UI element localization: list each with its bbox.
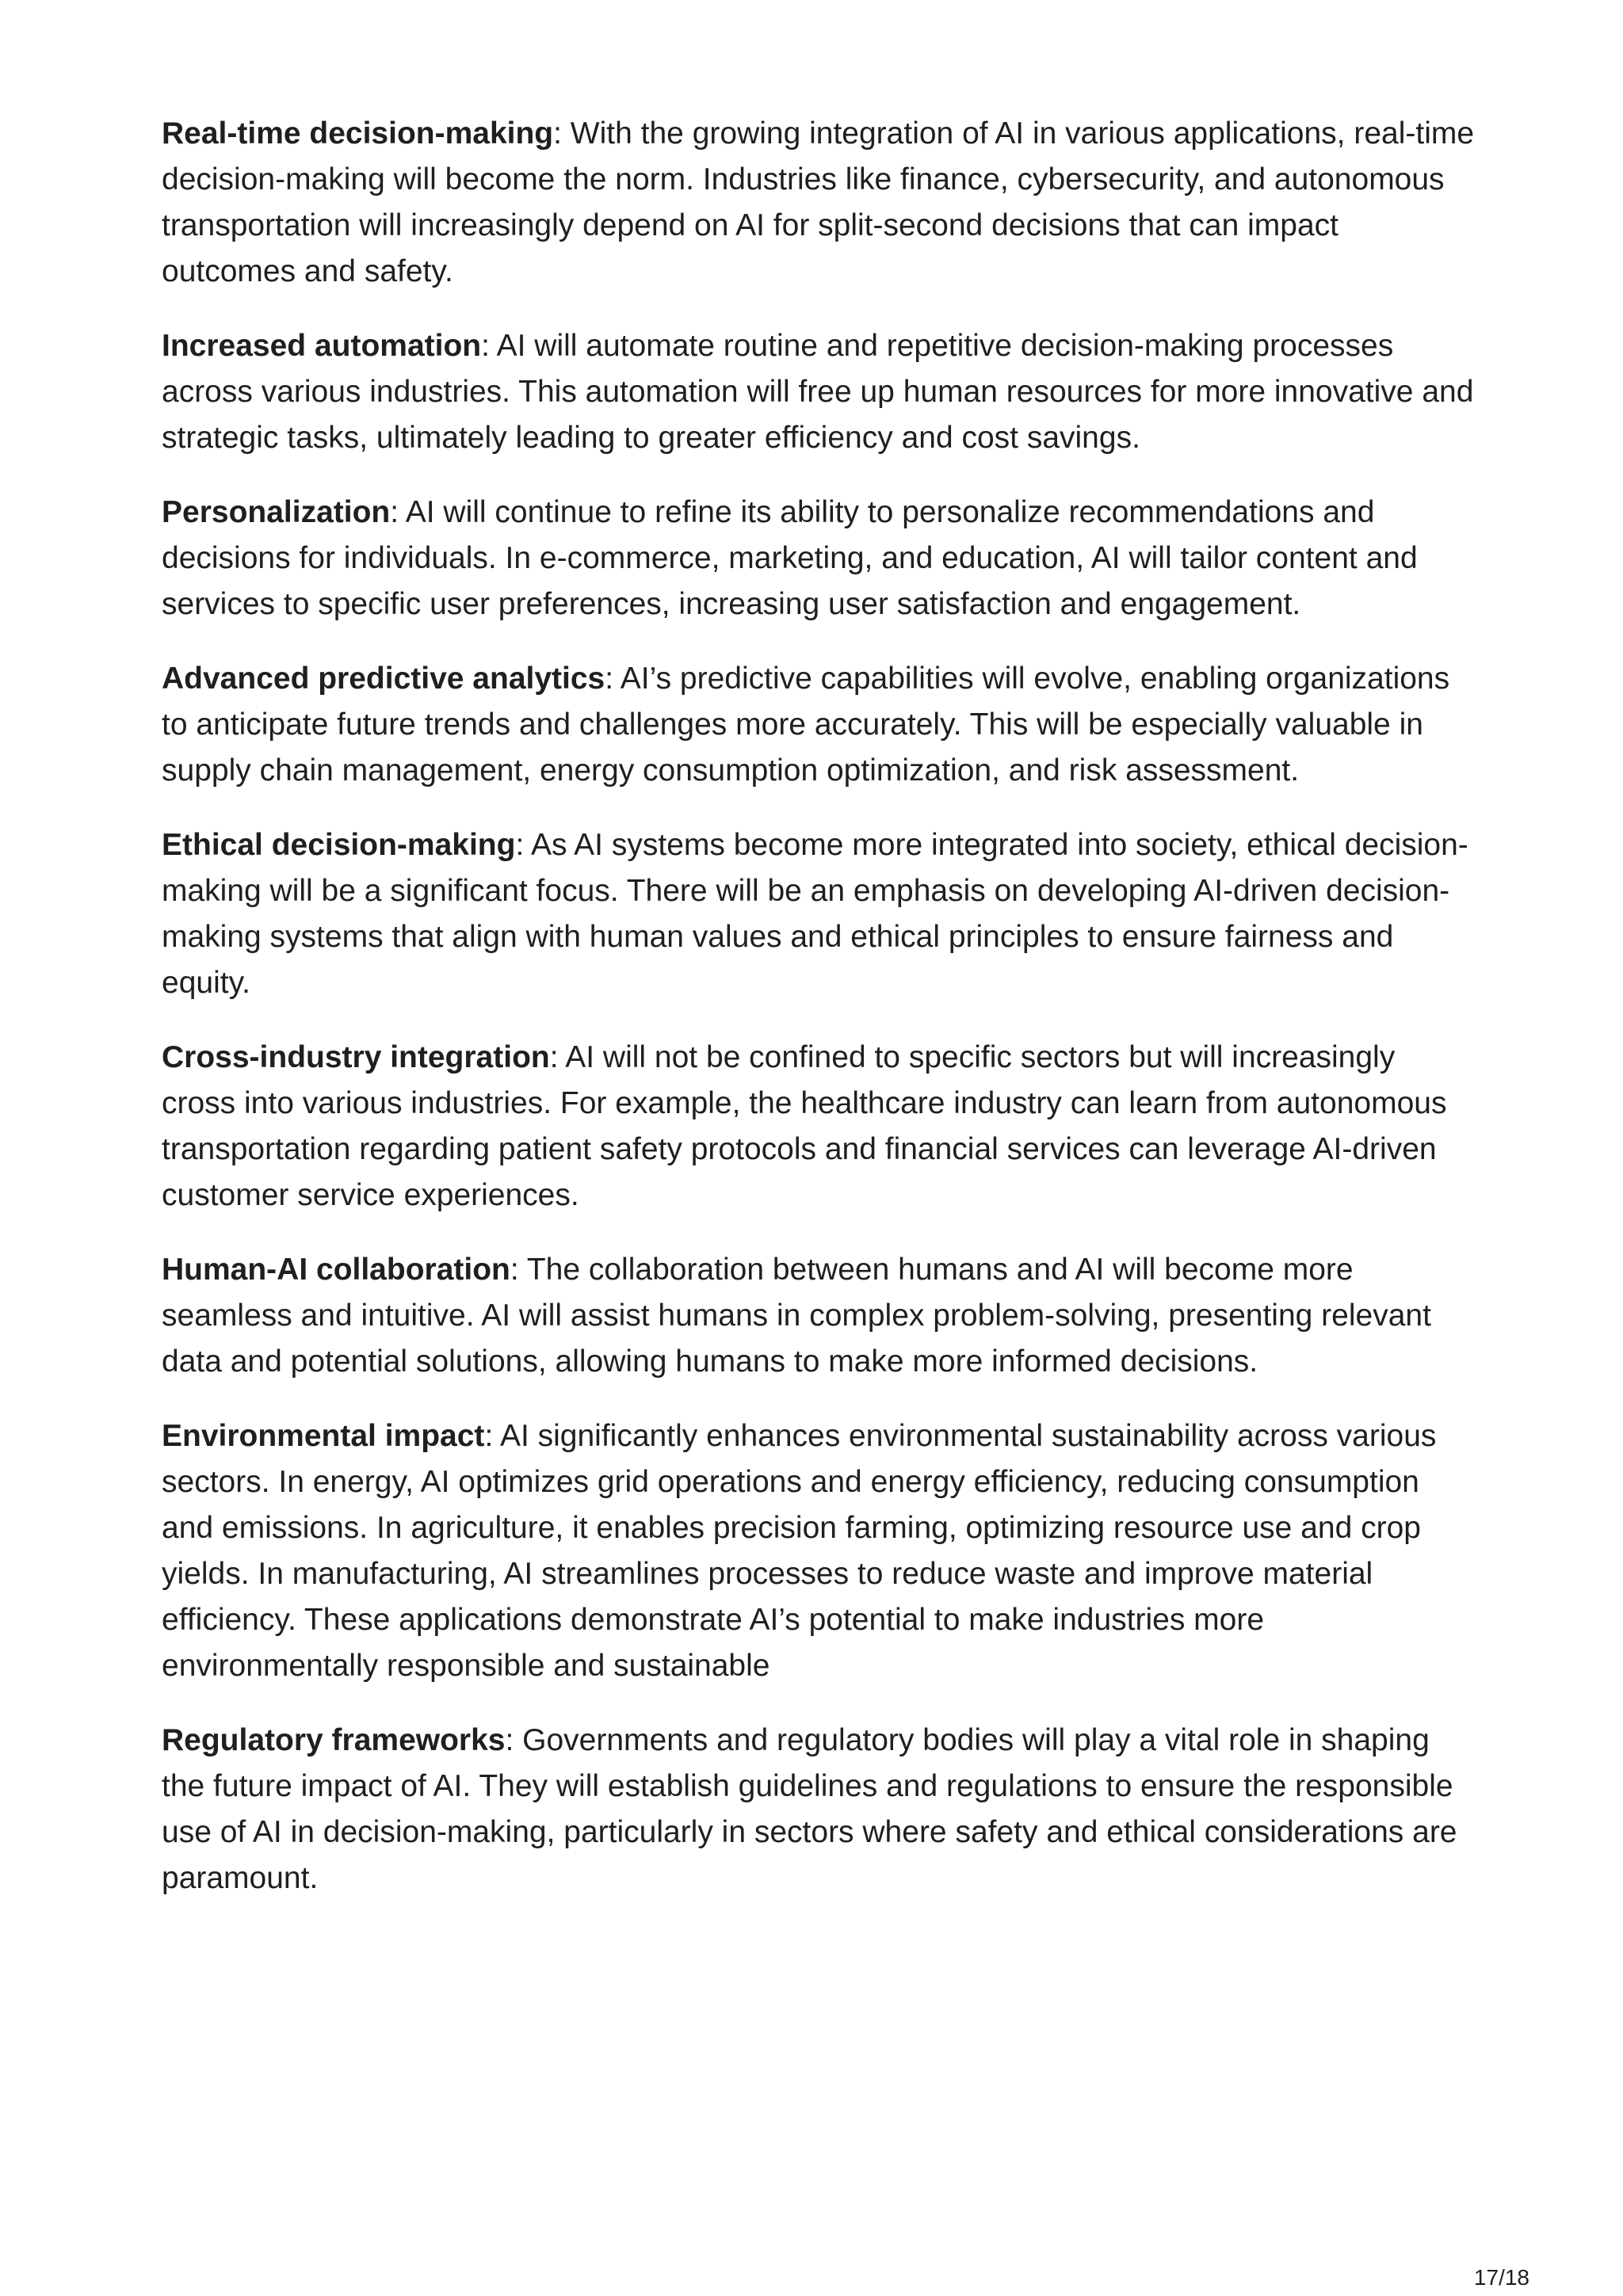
- paragraph-text: : AI will continue to refine its ability to personalize recommendations and decisions for individuals. In e-commerce, marketing, and education, AI will tailor content and services to specific user preferences, increasing user satisfaction and engagement.: [162, 495, 1418, 621]
- document-body: [162, 111, 1477, 1930]
- paragraph-ethical-decision-making: [162, 822, 1477, 1006]
- paragraph-text: : AI will not be confined to specific sectors but will increasingly cross into various industries. For example, the healthcare industry can learn from autonomous transportation regarding patient safety protocols and financial services can leverage AI-driven customer service experiences.: [162, 1040, 1447, 1212]
- paragraph-environmental-impact: [162, 1413, 1477, 1689]
- paragraph-personalization: [162, 490, 1477, 627]
- paragraph-term: Human-AI collaboration: [162, 1253, 510, 1287]
- paragraph-term: Personalization: [162, 495, 391, 529]
- paragraph-text: : Governments and regulatory bodies will play a vital role in shaping the future impact of AI. They will establish guidelines and regulations to ensure the responsible use of AI in decision-making, particularly in sectors where safety and ethical considerations are paramount.: [162, 1723, 1457, 1895]
- paragraph-term: Environmental impact: [162, 1419, 485, 1453]
- page-number: 17/18: [1473, 2265, 1529, 2290]
- paragraph-human-ai-collaboration: [162, 1247, 1477, 1385]
- paragraph-term: Real-time decision-making: [162, 116, 554, 151]
- paragraph-term: Ethical decision-making: [162, 828, 516, 862]
- paragraph-term: Advanced predictive analytics: [162, 662, 605, 696]
- paragraph-text: : AI significantly enhances environmental sustainability across various sectors. In energy, AI optimizes grid operations and energy efficiency, reducing consumption and emissions. In agriculture, it enables precision farming, optimizing resource use and crop yields. In manufacturing, AI streamlines processes to reduce waste and improve material efficiency. These applications demonstrate AI’s potential to make industries more environmentally responsible and sustainable: [162, 1419, 1437, 1683]
- paragraph-real-time-decision-making: [162, 111, 1477, 295]
- paragraph-advanced-predictive-analytics: [162, 656, 1477, 794]
- paragraph-cross-industry-integration: [162, 1035, 1477, 1219]
- paragraph-increased-automation: [162, 323, 1477, 461]
- paragraph-text: : With the growing integration of AI in various applications, real-time decision-making will become the norm. Industries like finance, cybersecurity, and autonomous transportation will increasingly depend on AI for split-second decisions that can impact outcomes and safety.: [162, 116, 1475, 288]
- paragraph-term: Cross-industry integration: [162, 1040, 550, 1074]
- paragraph-text: : As AI systems become more integrated into society, ethical decision-making will be a significant focus. There will be an emphasis on developing AI-driven decision-making systems that align with human values and ethical principles to ensure fairness and equity.: [162, 828, 1468, 1000]
- paragraph-text: : AI will automate routine and repetitive decision-making processes across various industries. This automation will free up human resources for more innovative and strategic tasks, ultimately leading to greater efficiency and cost savings.: [162, 329, 1474, 455]
- paragraph-regulatory-frameworks: [162, 1718, 1477, 1901]
- paragraph-term: Increased automation: [162, 329, 482, 363]
- paragraph-term: Regulatory frameworks: [162, 1723, 506, 1757]
- paragraph-text: : The collaboration between humans and AI will become more seamless and intuitive. AI will assist humans in complex problem-solving, presenting relevant data and potential solutions, allowing humans to make more informed decisions.: [162, 1253, 1431, 1379]
- paragraph-text: : AI’s predictive capabilities will evolve, enabling organizations to anticipate future trends and challenges more accurately. This will be especially valuable in supply chain management, energy consumption optimization, and risk assessment.: [162, 662, 1450, 788]
